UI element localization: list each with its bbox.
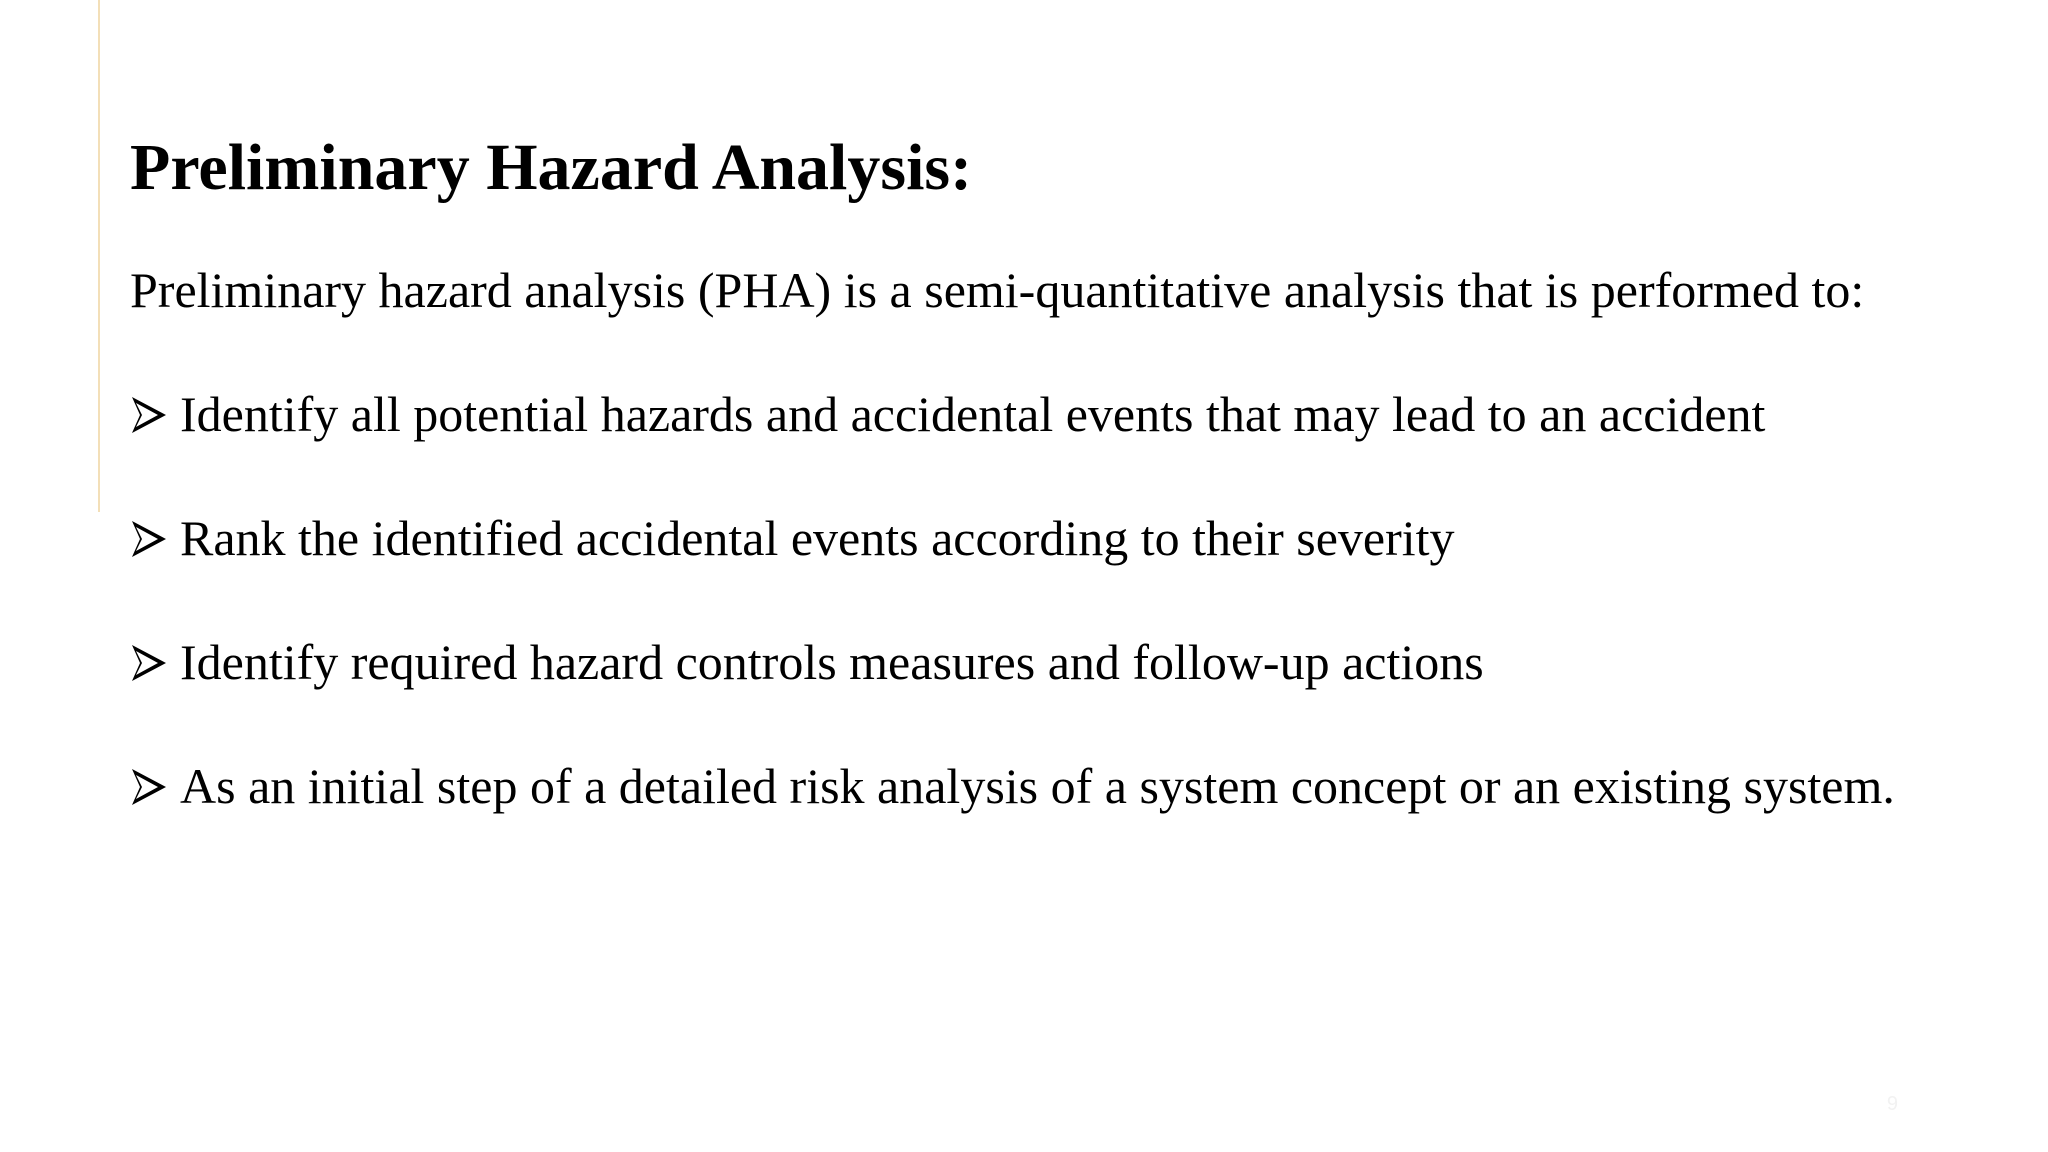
- list-item: [130, 386, 1895, 444]
- accent-divider: [98, 0, 100, 512]
- arrowhead-bullet-icon: [130, 395, 168, 435]
- bullet-list: [130, 386, 1895, 882]
- list-item: [130, 634, 1895, 692]
- bullet-text: Identify all potential hazards and accidental events that may lead to an accident: [180, 386, 1766, 443]
- list-item: [130, 758, 1895, 816]
- slide-number: 9: [1886, 1093, 1898, 1115]
- slide-title: Preliminary Hazard Analysis:: [130, 131, 973, 204]
- intro-paragraph: Preliminary hazard analysis (PHA) is a semi-quantitative analysis that is performed to:: [130, 262, 1865, 318]
- bullet-text: Rank the identified accidental events according to their severity: [180, 510, 1455, 567]
- bullet-text: As an initial step of a detailed risk analysis of a system concept or an existing system.: [180, 758, 1895, 815]
- bullet-text: Identify required hazard controls measures and follow-up actions: [180, 634, 1484, 691]
- list-item: [130, 510, 1895, 568]
- arrowhead-bullet-icon: [130, 643, 168, 683]
- arrowhead-bullet-icon: [130, 767, 168, 807]
- arrowhead-bullet-icon: [130, 519, 168, 559]
